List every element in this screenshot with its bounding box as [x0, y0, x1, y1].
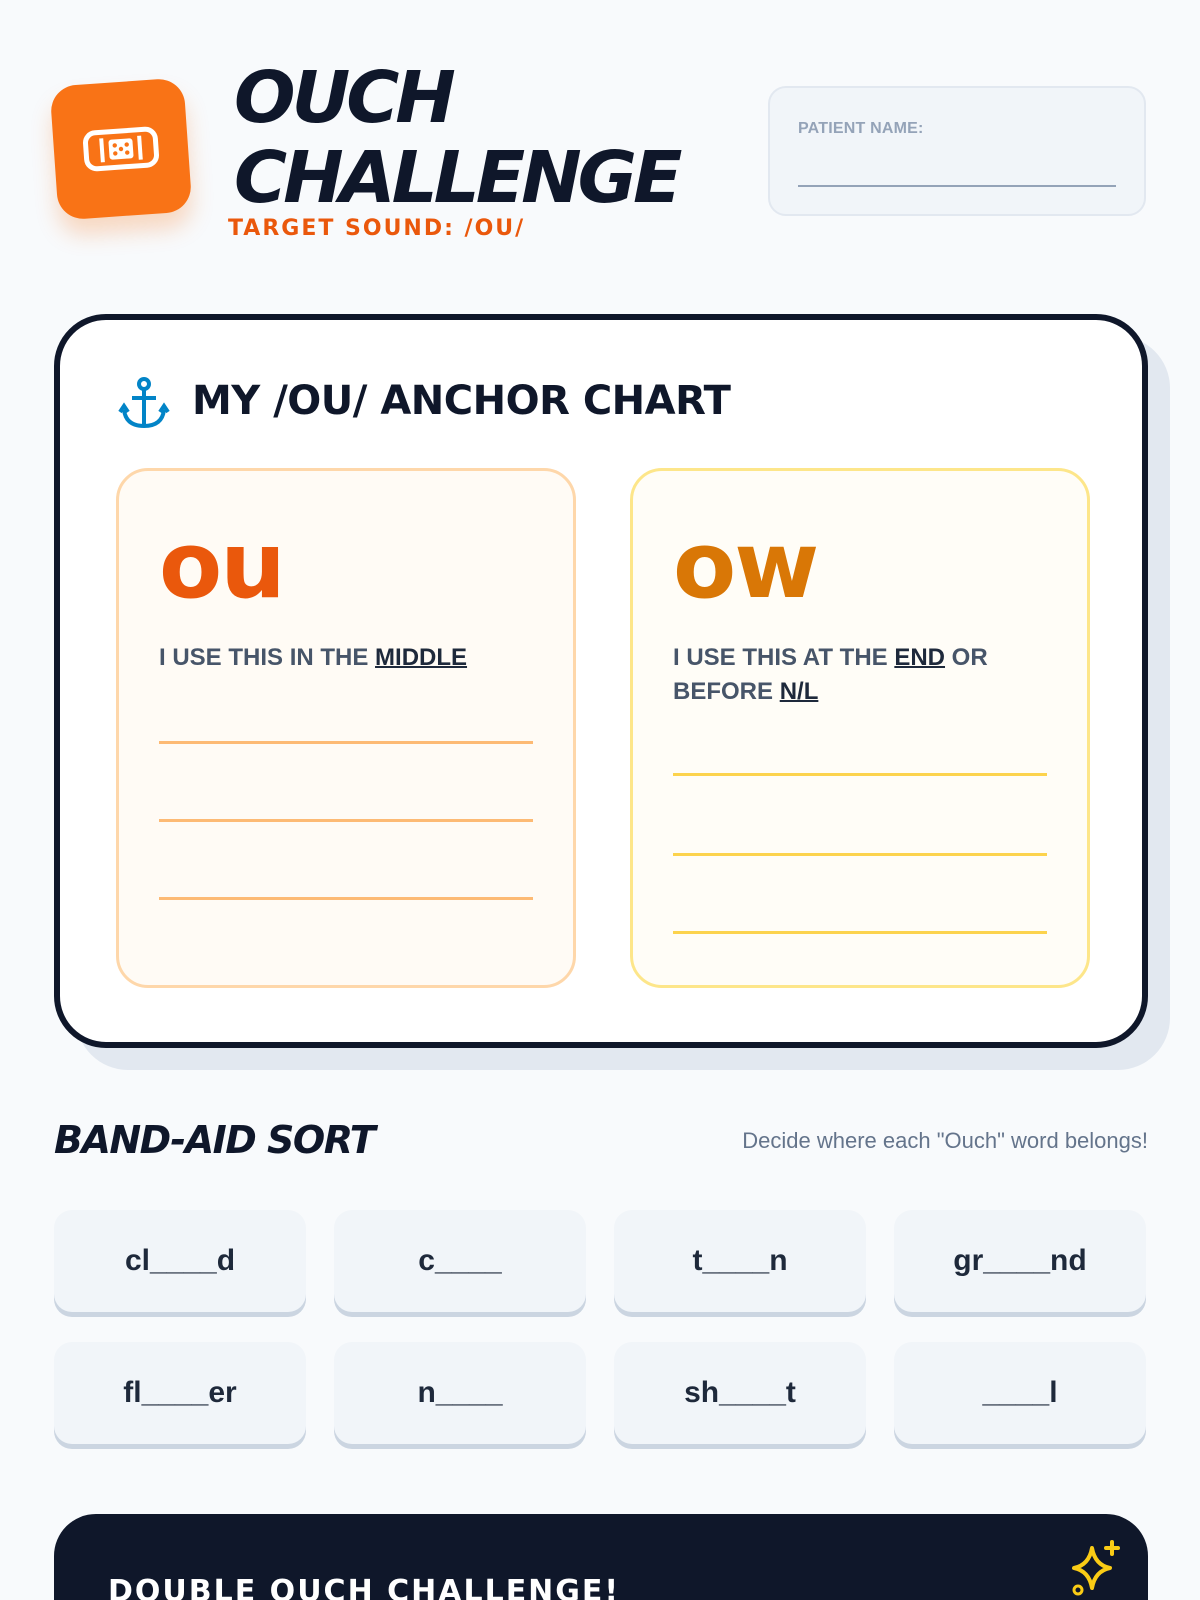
rule-keyword: MIDDLE: [375, 644, 468, 671]
word-tile[interactable]: c____: [334, 1210, 586, 1312]
patient-name-label: PATIENT NAME:: [798, 120, 924, 137]
anchor-chart: [54, 314, 1148, 1048]
word-tile[interactable]: t____n: [614, 1210, 866, 1312]
rule-keyword: END: [894, 644, 946, 671]
logo-badge: [49, 77, 192, 220]
anchor-icon: [118, 376, 170, 432]
answer-line[interactable]: [159, 819, 533, 822]
answer-line[interactable]: [673, 853, 1047, 856]
answer-line[interactable]: [159, 741, 533, 744]
word-tile[interactable]: n____: [334, 1342, 586, 1444]
rule-text-ou: I USE THIS IN THE MIDDLE: [159, 644, 468, 671]
word-tile[interactable]: gr____nd: [894, 1210, 1146, 1312]
rule-keyword: N/L: [779, 678, 819, 705]
word-tile[interactable]: fl____er: [54, 1342, 306, 1444]
answer-line[interactable]: [159, 897, 533, 900]
sparkle-icon: [1066, 1538, 1126, 1598]
anchor-chart-title: MY /OU/ ANCHOR CHART: [192, 378, 731, 424]
spelling-ou: ou: [159, 512, 284, 619]
spelling-card-ow: [630, 468, 1090, 988]
rule-text-ow: I USE THIS AT THE END OR BEFORE N/L: [673, 644, 988, 705]
title-line-1: OUCH: [234, 56, 452, 139]
sort-title: BAND-AID SORT: [54, 1118, 375, 1162]
spelling-ow: ow: [673, 512, 818, 619]
word-tile[interactable]: ____l: [894, 1342, 1146, 1444]
bonus-title: DOUBLE OUCH CHALLENGE!: [108, 1574, 621, 1600]
patient-name-line[interactable]: [798, 185, 1116, 187]
word-tile[interactable]: cl____d: [54, 1210, 306, 1312]
answer-line[interactable]: [673, 773, 1047, 776]
patient-name-field[interactable]: [768, 86, 1146, 216]
double-ouch-panel: [54, 1514, 1148, 1600]
bandage-icon: [80, 118, 162, 179]
spelling-card-ou: [116, 468, 576, 988]
word-tiles: [54, 1210, 1148, 1444]
answer-line[interactable]: [673, 931, 1047, 934]
sort-instructions: Decide where each "Ouch" word belongs!: [742, 1128, 1148, 1153]
word-tile[interactable]: sh____t: [614, 1342, 866, 1444]
title-line-2: CHALLENGE: [234, 136, 679, 219]
page-title: [234, 58, 678, 218]
target-sound: TARGET SOUND: /OU/: [228, 216, 526, 241]
